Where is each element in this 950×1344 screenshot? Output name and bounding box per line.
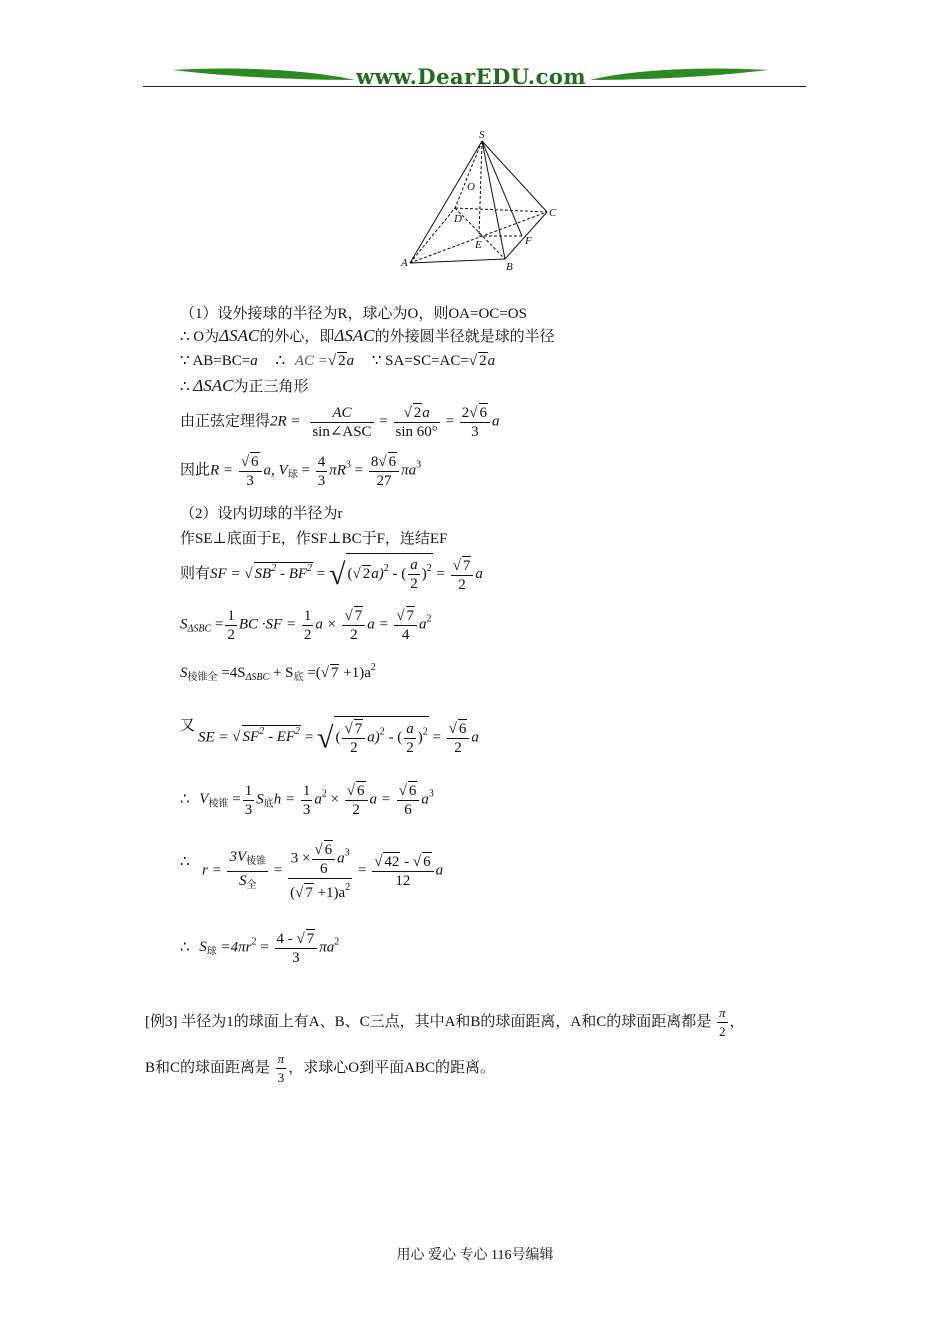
inradius-line: r = $\frac{3V_{棱锥}}{S_全}$ = 3 × √ $\frac{6}{6}$ $a^3$ (√ $7 +1)a^2$ = √ $\frac{42 - √ 6}{12}$ a (202, 840, 443, 902)
label-d: D (454, 213, 462, 225)
sphere-area-line: ∴ $S_球 =4\pi r^2$ = $\frac{4 - √ 7}{3}$ $\pi a^2$ (180, 929, 339, 967)
you-label: 又 (180, 718, 196, 734)
label-o: O (467, 181, 475, 193)
sf-line: 则有SF = √ $SB^2 - BF^2$ = √ (√ 2a)$^2$ - ( $\frac{a}{2}$ )$^2$ = √ $\frac{7}{2}$ a (180, 553, 483, 594)
site-logo-text: www.DearEDU.com (356, 64, 587, 89)
part1-title: （1）设外接球的半径为R，球心为O，则OA=OC=OS (180, 306, 527, 322)
header-rule (143, 86, 806, 87)
label-e: E (475, 239, 482, 251)
radius-volume-line: 因此R = √ $\frac{6}{3}$ a, $V_球$ = $\frac{4}{3}$ $\pi R^3$ = $\frac{8√ 6}{27}$ $\pi a^3$ (180, 452, 421, 490)
page-footer: 用心 爱心 专心 116号编辑 (396, 1248, 554, 1263)
area-sbc-line: $S_{\Delta SBC}$ = $\frac{1}{2}$ BC ·SF = $\frac{1}{2}$ a × √ $\frac{7}{2}$ a = √ $\frac{7}{4}$ $a^2$ (180, 606, 432, 644)
label-c: C (549, 207, 557, 219)
total-area-line: $S_{棱锥全} =4S_{\Delta SBC} + S_底$ =(√ $7 +1)a^2$ (180, 662, 376, 683)
part1-line4: ∴ ΔSAC为正三角形 (180, 376, 309, 395)
label-f: F (525, 235, 532, 247)
part2-line2: 作SE⊥底面于E，作SF⊥BC于F，连结EF (180, 531, 448, 547)
label-s: S (479, 129, 485, 141)
volume-line: ∴ $V_{棱锥}$ = $\frac{1}{3}$ $S_底h$ = $\frac{1}{3}$ $a^2$ × √ $\frac{6}{2}$ a = √ $\frac{6}{6}$ $a^3$ (180, 781, 434, 819)
example3-line2: B和C的球面距离是 $\frac{\pi}{3}$ ，求球心O到平面ABC的距离。 (145, 1051, 495, 1085)
part1-line3: ∵ AB=BC=a ∴ AC =√ 2a ∵ SA=SC=AC=√ 2a (180, 351, 495, 370)
pyramid-figure (395, 128, 570, 276)
example3-line1: [例3] 半径为1的球面上有A、B、C三点，其中A和B的球面距离，A和C的球面距离都是 $\frac{\pi}{2}$ ， (145, 1005, 745, 1039)
part1-line2: ∴ O为ΔSAC的外心，即ΔSAC的外接圆半径就是球的半径 (180, 326, 555, 345)
therefore-r: ∴ (180, 854, 190, 870)
sine-law-line: 由正弦定理得2R = $\frac{AC}{\text{sin∠ASC}}$ = √ $\frac{2a}{\sin 60^\circ}$ = $\frac{2√ 6}{3}$ a (180, 403, 500, 441)
label-a: A (401, 257, 408, 269)
label-b: B (506, 261, 513, 273)
se-line: SE = √ $SF^2 - EF^2$ = √ ( √ $\frac{7}{2}$ a)$^2$ - ( $\frac{a}{2}$ )$^2$ = √ $\frac{6}{2}$ a (198, 716, 479, 757)
part2-title: （2）设内切球的半径为r (180, 506, 343, 522)
